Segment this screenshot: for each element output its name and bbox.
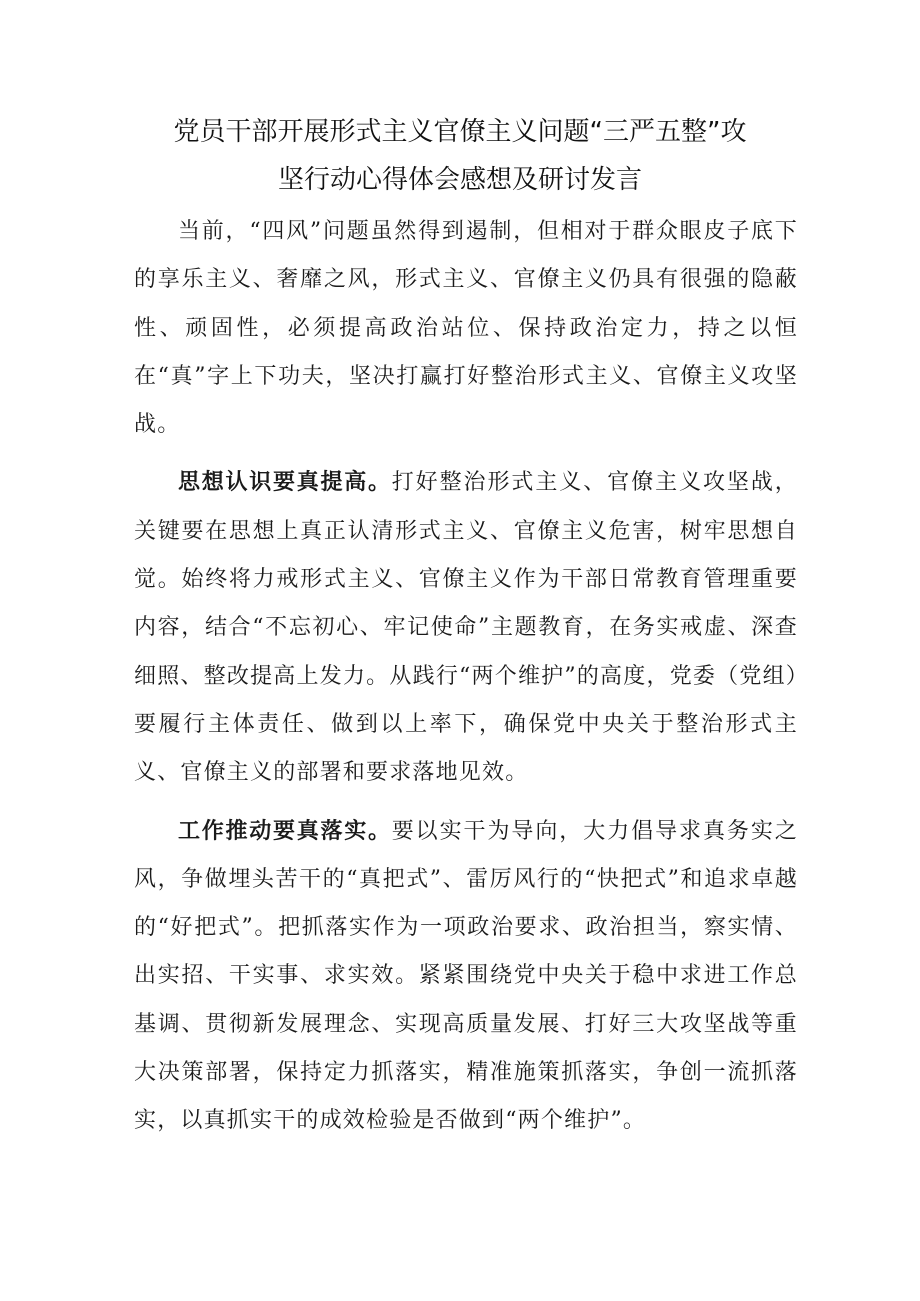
paragraph-thinking [134, 459, 798, 797]
paragraph-lead: 工作推动要真落实。 [178, 818, 392, 844]
document-body [134, 208, 798, 1156]
paragraph-work [134, 808, 798, 1146]
paragraph-text: 当前，“四风”问题虽然得到遏制，但相对于群众眼皮子底下的享乐主义、奢靡之风，形式主义、官僚主义仍具有很强的隐蔽性、顽固性，必须提高政治站位、保持政治定力，持之以恒在“真”字上下功夫，坚决打赢打好整治形式主义、官僚主义攻坚战。 [134, 219, 798, 438]
paragraph-text: 要以实干为导向，大力倡导求真务实之风，争做埋头苦干的“真把式”、雷厉风行的“快把式”和追求卓越的“好把式”。把抓落实作为一项政治要求、政治担当，察实情、出实招、干实事、求实效。紧紧围绕党中央关于稳中求进工作总基调、贯彻新发展理念、实现高质量发展、打好三大攻坚战等重大决策部署，保持定力抓落实，精准施策抓落实，争创一流抓落实，以真抓实干的成效检验是否做到“两个维护”。 [134, 818, 798, 1134]
paragraph-text: 打好整治形式主义、官僚主义攻坚战，关键要在思想上真正认清形式主义、官僚主义危害，树牢思想自觉。始终将力戒形式主义、官僚主义作为干部日常教育管理重要内容，结合“不忘初心、牢记使命”主题教育，在务实戒虚、深查细照、整改提高上发力。从践行“两个维护”的高度，党委（党组）要履行主体责任、做到以上率下，确保党中央关于整治形式主义、官僚主义的部署和要求落地见效。 [134, 470, 798, 786]
paragraph-lead: 思想认识要真提高。 [178, 470, 392, 496]
page-title [120, 108, 800, 204]
title-line-1: 党员干部开展形式主义官僚主义问题“三严五整”攻 [173, 117, 747, 147]
title-line-2: 坚行动心得体会感想及研讨发言 [277, 165, 642, 195]
paragraph-intro [134, 208, 798, 449]
